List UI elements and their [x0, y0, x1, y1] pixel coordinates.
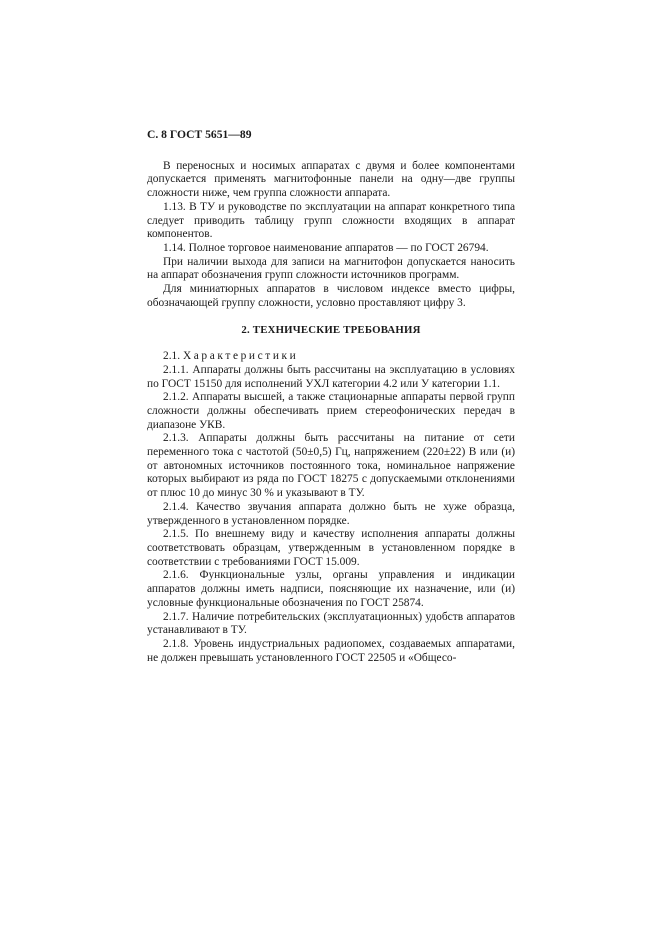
- subsection-heading: [147, 350, 515, 364]
- paragraph-2-1-6: 2.1.6. Функциональные узлы, органы управления и индикации аппаратов должны иметь надписи, поясняющие их назначение, или (и) условные функциональные обозначения по ГОСТ 25874.: [147, 569, 515, 609]
- paragraph-2-1-8: 2.1.8. Уровень индустриальных радиопомех, создаваемых аппаратами, не должен превышать установленного ГОСТ 22505 и «Общесо-: [147, 637, 515, 664]
- paragraph-2-1-4: 2.1.4. Качество звучания аппарата должно быть не хуже образца, утвержденного в установленном порядке.: [147, 500, 515, 527]
- paragraph-2-1-2: 2.1.2. Аппараты высшей, а также стационарные аппараты первой групп сложности должны обеспечивать прием стереофонических передач в диапазоне УКВ.: [147, 391, 515, 431]
- paragraph-2-1-3: 2.1.3. Аппараты должны быть рассчитаны на питание от сети переменного тока с частотой (50±0,5) Гц, напряжением (220±22) В или (и) от автономных источников постоянного тока, номинальное напряжение которых выбирают из ряда по ГОСТ 18275 с допускаемыми отклонениями от плюс 10 до минус 30 % и указывают в ТУ.: [147, 432, 515, 500]
- page-header: С. 8 ГОСТ 5651—89: [147, 128, 252, 141]
- section-title: 2. ТЕХНИЧЕСКИЕ ТРЕБОВАНИЯ: [241, 324, 421, 337]
- paragraph-1-14: 1.14. Полное торговое наименование аппаратов — по ГОСТ 26794.: [163, 241, 489, 254]
- paragraph: Для миниатюрных аппаратов в числовом индексе вместо цифры, обозначающей группу сложности, условно проставляют цифру 3.: [147, 283, 515, 309]
- paragraph-2-1-1: 2.1.1. Аппараты должны быть рассчитаны на эксплуатацию в условиях по ГОСТ 15150 для исполнений УХЛ категории 4.2 или У категории 1.1.: [147, 363, 515, 390]
- subsection-number: 2.1.: [163, 350, 181, 363]
- paragraph: В переносных и носимых аппаратах с двумя и более компонентами допускается применять магнитофонные панели на одну—две группы сложности ниже, чем группа сложности аппарата.: [147, 159, 515, 200]
- paragraph-2-1-7: 2.1.7. Наличие потребительских (эксплуатационных) удобств аппаратов устанавливают в ТУ.: [147, 610, 515, 637]
- paragraph-2-1-5: 2.1.5. По внешнему виду и качеству исполнения аппараты должны соответствовать образцам, утвержденным в установленном порядке в соответствии с требованиями ГОСТ 15.009.: [147, 528, 515, 568]
- paragraph: При наличии выхода для записи на магнитофон допускается наносить на аппарат обозначения групп сложности источников программ.: [147, 255, 515, 282]
- paragraph-1-13: 1.13. В ТУ и руководстве по эксплуатации на аппарат конкретного типа следует приводить таблицу групп сложности входящих в аппарат компонентов.: [147, 200, 515, 241]
- subsection-title: Характеристики: [182, 350, 299, 363]
- document-page: [147, 128, 515, 665]
